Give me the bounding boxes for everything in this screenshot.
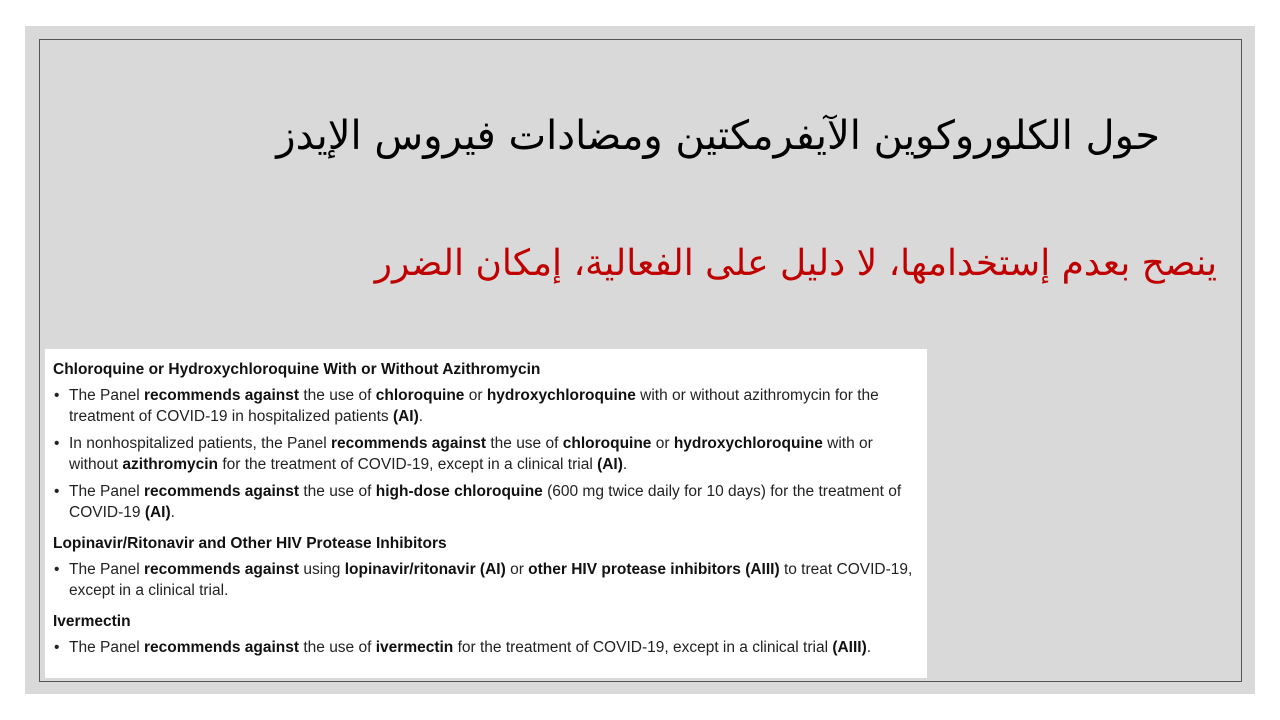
emphasis: hydroxychloroquine (486, 387, 636, 404)
section-heading-ivermectin: Ivermectin (53, 613, 131, 630)
text: using (299, 561, 345, 578)
emphasis: chloroquine (375, 387, 465, 404)
emphasis: other HIV protease inhibitors (AIII) (528, 561, 780, 578)
emphasis: recommends against (143, 387, 300, 404)
text: or (505, 561, 529, 578)
text: the use of (299, 483, 376, 500)
bullet-lopinavir (53, 560, 919, 601)
emphasis: recommends against (143, 639, 300, 656)
emphasis: lopinavir/ritonavir (AI) (344, 561, 506, 578)
text: (600 mg twice daily for 10 days) for the treatment of COVID-19 (69, 483, 902, 521)
text: . (622, 455, 628, 473)
emphasis: (AI) (392, 407, 419, 425)
emphasis: chloroquine (562, 435, 652, 452)
bullet-chloroquine-nonhospitalized (53, 434, 919, 475)
text: The Panel (69, 639, 144, 656)
text: for the treatment of COVID-19, except in a clinical trial (218, 455, 598, 473)
text: with or without azithromycin for the treatment of COVID-19 in hospitalized patients (69, 387, 879, 425)
bullet-high-dose-chloroquine (53, 482, 919, 523)
bullet-chloroquine-hospitalized (53, 386, 919, 427)
emphasis: azithromycin (122, 455, 219, 473)
emphasis: (AI) (144, 503, 171, 521)
text: for the treatment of COVID-19, except in a clinical trial (453, 639, 833, 656)
emphasis: recommends against (143, 561, 300, 578)
text: the use of (486, 435, 563, 452)
text: The Panel (69, 483, 144, 500)
emphasis: (AIII) (832, 639, 867, 656)
section-heading-chloroquine: Chloroquine or Hydroxychloroquine With or Without Azithromycin (53, 361, 541, 378)
text: . (418, 407, 424, 425)
text: . (866, 639, 872, 656)
emphasis: ivermectin (375, 639, 454, 656)
text: or (651, 435, 674, 452)
text: to treat COVID-19, except in a clinical trial. (69, 561, 913, 599)
text: The Panel (69, 561, 144, 578)
text: with or without (69, 435, 873, 473)
section-heading-lopinavir: Lopinavir/Ritonavir and Other HIV Protease Inhibitors (53, 535, 447, 552)
bullet-ivermectin (53, 638, 919, 659)
text: the use of (299, 387, 376, 404)
slide-title: حول الكلوروكوين الآيفرمكتين ومضادات فيروس الإيدز (276, 113, 1160, 159)
emphasis: (AI) (597, 455, 623, 473)
text: The Panel (69, 387, 144, 404)
guidelines-panel (45, 349, 927, 678)
emphasis: recommends against (330, 435, 487, 452)
emphasis: hydroxychloroquine (673, 435, 823, 452)
slide-subtitle: ينصح بعدم إستخدامها، لا دليل على الفعالية، إمكان الضرر (374, 243, 1217, 284)
text: In nonhospitalized patients, the Panel (69, 435, 331, 452)
emphasis: recommends against (143, 483, 300, 500)
emphasis: high-dose chloroquine (375, 483, 543, 500)
text: the use of (299, 639, 376, 656)
text: . (170, 503, 175, 521)
text: or (464, 387, 487, 404)
